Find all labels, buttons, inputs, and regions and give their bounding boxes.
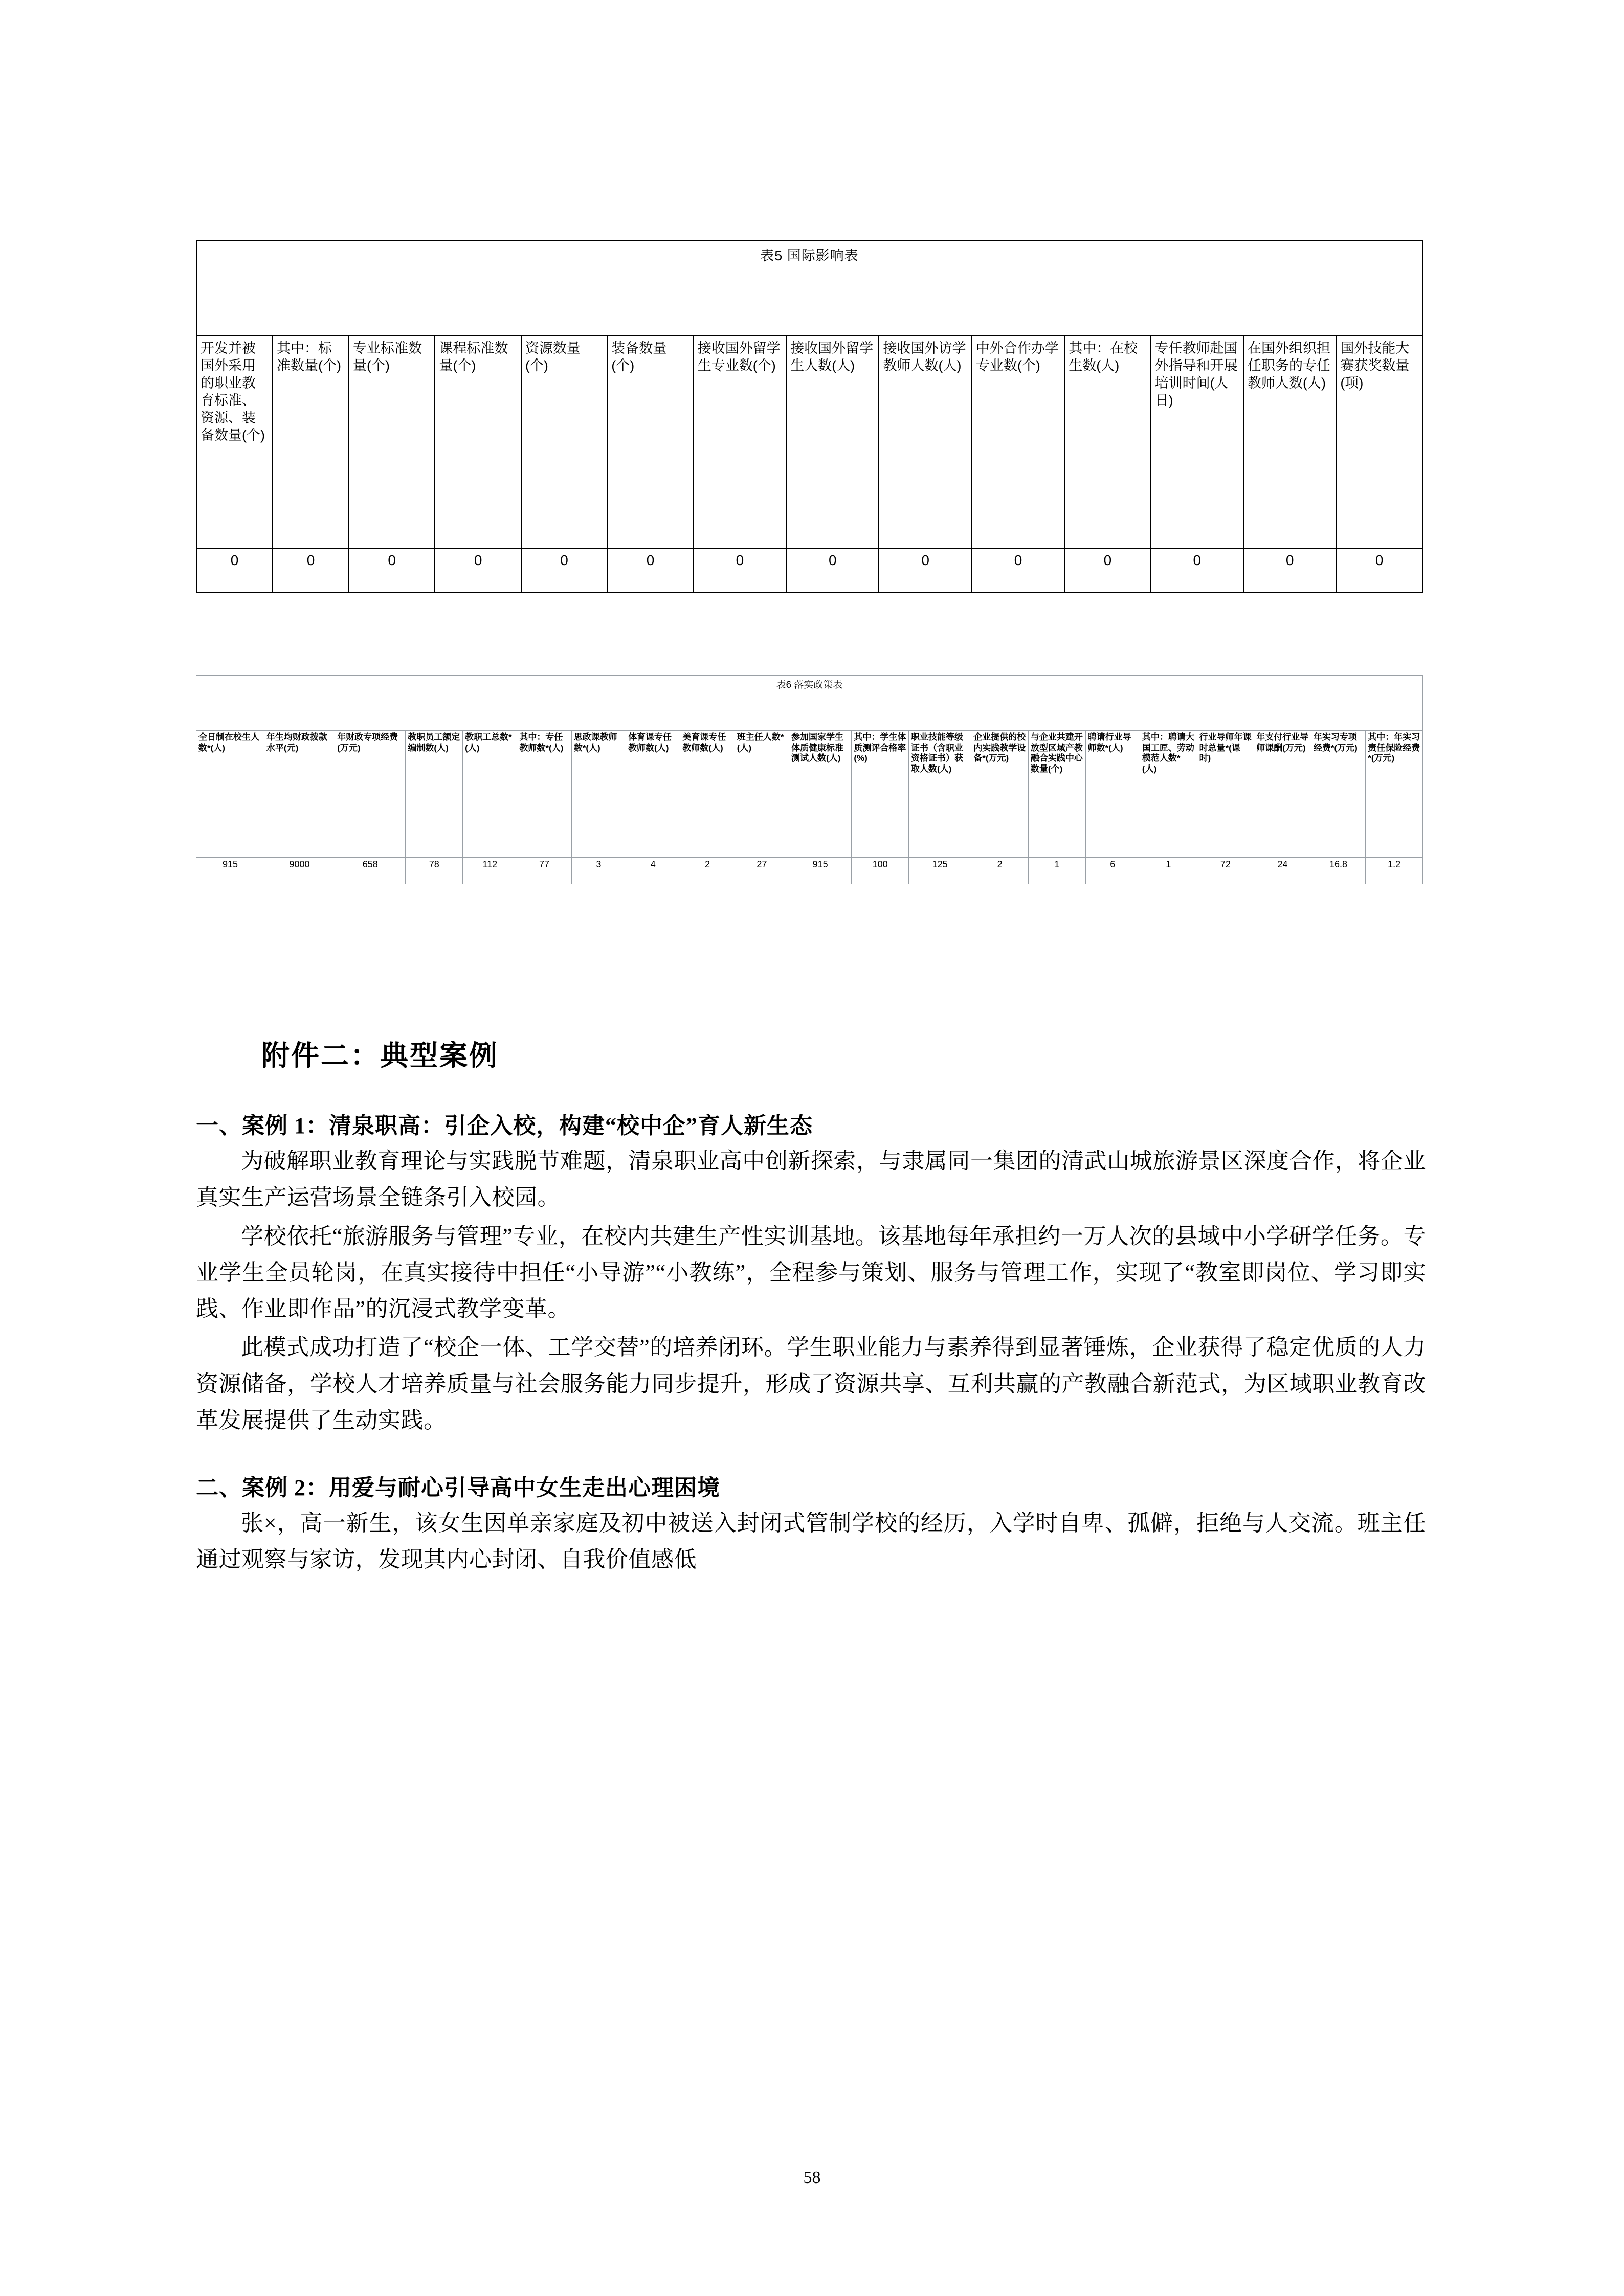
table5-value-cell: 0 [435, 549, 521, 593]
table5-header-cell: 开发并被国外采用的职业教育标准、资源、装备数量(个) [196, 336, 273, 549]
table6-value-cell: 2 [680, 858, 735, 884]
table6-value-cell: 915 [196, 858, 264, 884]
table6-header-cell: 其中：专任教师数*(人) [517, 731, 571, 858]
table6-header-cell: 年支付行业导师课酬(万元) [1254, 731, 1311, 858]
table6-value-cell: 78 [406, 858, 463, 884]
table6-header-cell: 全日制在校生人数*(人) [196, 731, 264, 858]
case2-heading: 二、案例 2：用爱与耐心引导高中女生走出心理困境 [196, 1475, 720, 1501]
table6-header-cell: 思政课教师数*(人) [571, 731, 626, 858]
page-number: 58 [803, 2168, 821, 2187]
table5-value-row [196, 549, 1422, 593]
table6-header-cell: 年生均财政拨款水平(元) [264, 731, 335, 858]
table5-header-cell: 国外技能大赛获奖数量(项) [1336, 336, 1422, 549]
table5-header-cell: 其中：在校生数(人) [1064, 336, 1150, 549]
table5-title-row [196, 241, 1422, 336]
case1-paragraph: 学校依托“旅游服务与管理”专业，在校内共建生产性实训基地。该基地每年承担约一万人次的县域中小学研学任务。专业学生全员轮岗，在真实接待中担任“小导游”“小教练”，全程参与策划、服务与管理工作，实现了“教室即岗位、学习即实践、作业即作品”的沉浸式教学变革。 [196, 1223, 1426, 1322]
case2-paragraph: 张×，高一新生，该女生因单亲家庭及初中被送入封闭式管制学校的经历，入学时自卑、孤僻，拒绝与人交流。班主任通过观察与家访，发现其内心封闭、自我价值感低 [196, 1511, 1426, 1572]
table5-value-cell: 0 [1336, 549, 1422, 593]
document-body [196, 1033, 1426, 1580]
table6-container [196, 675, 1423, 884]
table5-value-cell: 0 [1151, 549, 1243, 593]
table5-value-cell: 0 [521, 549, 607, 593]
table5-value-cell: 0 [1243, 549, 1336, 593]
table6-value-cell: 6 [1085, 858, 1140, 884]
table6-value-cell: 3 [571, 858, 626, 884]
table6-value-row [196, 858, 1423, 884]
table6-header-cell: 参加国家学生体质健康标准测试人数(人) [789, 731, 852, 858]
table5-value-cell: 0 [972, 549, 1064, 593]
table6-value-cell: 1.2 [1366, 858, 1423, 884]
table5-title: 表5 国际影响表 [196, 241, 1422, 336]
table6-header-cell: 行业导师年课时总量*(课时) [1197, 731, 1254, 858]
table6-value-cell: 1 [1140, 858, 1197, 884]
table6-value-cell: 915 [789, 858, 852, 884]
table6-value-cell: 77 [517, 858, 571, 884]
table5-header-cell: 其中：标准数量(个) [273, 336, 349, 549]
table6-value-cell: 72 [1197, 858, 1254, 884]
section-spacer [196, 1440, 1426, 1469]
table5-header-cell: 装备数量(个) [607, 336, 693, 549]
table5-value-cell: 0 [607, 549, 693, 593]
table5-header-cell: 专任教师赴国外指导和开展培训时间(人日) [1151, 336, 1243, 549]
table6-header-cell: 班主任人数*(人) [735, 731, 789, 858]
table6-header-cell: 其中：学生体质测评合格率(%) [852, 731, 909, 858]
table6-header-cell: 其中：聘请大国工匠、劳动模范人数*(人) [1140, 731, 1197, 858]
table5-value-cell: 0 [349, 549, 435, 593]
table6-header-cell: 体育课专任教师数(人) [626, 731, 680, 858]
table6-value-cell: 4 [626, 858, 680, 884]
table5-value-cell: 0 [1064, 549, 1150, 593]
table6-header-row [196, 731, 1423, 858]
table5-value-cell: 0 [196, 549, 273, 593]
table6-value-cell: 16.8 [1311, 858, 1365, 884]
table6-value-cell: 658 [335, 858, 406, 884]
table6-header-cell: 与企业共建开放型区域产教融合实践中心数量(个) [1028, 731, 1085, 858]
table5-header-cell: 资源数量(个) [521, 336, 607, 549]
table6-header-cell: 企业提供的校内实践教学设备*(万元) [971, 731, 1029, 858]
table5 [196, 240, 1423, 593]
table6-header-cell: 教职员工额定编制数(人) [406, 731, 463, 858]
table5-header-cell: 课程标准数量(个) [435, 336, 521, 549]
table6-header-cell: 其中：年实习责任保险经费*(万元) [1366, 731, 1423, 858]
table5-header-cell: 接收国外访学教师人数(人) [879, 336, 971, 549]
table6-title: 表6 落实政策表 [196, 676, 1423, 731]
table5-header-cell: 接收国外留学生人数(人) [786, 336, 879, 549]
table6-value-cell: 125 [908, 858, 971, 884]
table6-header-cell: 职业技能等级证书（含职业资格证书）获取人数(人) [908, 731, 971, 858]
table5-value-cell: 0 [879, 549, 971, 593]
case1-paragraph: 为破解职业教育理论与实践脱节难题，清泉职业高中创新探索，与隶属同一集团的清武山城旅游景区深度合作，将企业真实生产运营场景全链条引入校园。 [196, 1149, 1426, 1210]
table5-header-cell: 在国外组织担任职务的专任教师人数(人) [1243, 336, 1336, 549]
table6-value-cell: 1 [1028, 858, 1085, 884]
case1-heading: 一、案例 1：清泉职高：引企入校，构建“校中企”育人新生态 [196, 1113, 813, 1138]
table5-header-cell: 接收国外留学生专业数(个) [694, 336, 786, 549]
table6-header-cell: 聘请行业导师数*(人) [1085, 731, 1140, 858]
table6-value-cell: 2 [971, 858, 1029, 884]
table6 [196, 675, 1423, 884]
table6-value-cell: 24 [1254, 858, 1311, 884]
table6-header-cell: 年实习专项经费*(万元) [1311, 731, 1365, 858]
table6-value-cell: 27 [735, 858, 789, 884]
table6-header-cell: 教职工总数*(人) [463, 731, 517, 858]
table5-value-cell: 0 [694, 549, 786, 593]
case1-paragraph: 此模式成功打造了“校企一体、工学交替”的培养闭环。学生职业能力与素养得到显著锤炼，企业获得了稳定优质的人力资源储备，学校人才培养质量与社会服务能力同步提升，形成了资源共享、互利共赢的产教融合新范式，为区域职业教育改革发展提供了生动实践。 [196, 1335, 1426, 1433]
table6-value-cell: 112 [463, 858, 517, 884]
table6-value-cell: 9000 [264, 858, 335, 884]
table6-title-row [196, 676, 1423, 731]
table5-container [196, 240, 1423, 593]
table6-header-cell: 年财政专项经费(万元) [335, 731, 406, 858]
table5-value-cell: 0 [273, 549, 349, 593]
table5-value-cell: 0 [786, 549, 879, 593]
table5-header-row [196, 336, 1422, 549]
page-title: 附件二：典型案例 [261, 1040, 499, 1071]
table6-header-cell: 美育课专任教师数(人) [680, 731, 735, 858]
table5-header-cell: 专业标准数量(个) [349, 336, 435, 549]
table6-value-cell: 100 [852, 858, 909, 884]
table5-header-cell: 中外合作办学专业数(个) [972, 336, 1064, 549]
